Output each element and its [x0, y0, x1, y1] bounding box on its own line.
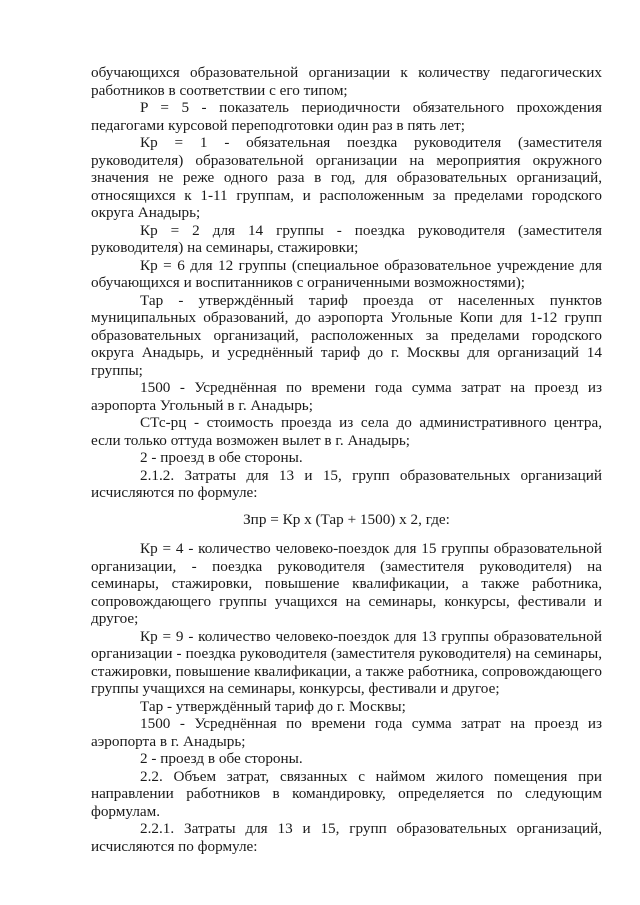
paragraph-kr-9: Кр = 9 - количество человеко-поездок для 13 группы образовательной организации - поездка руководителя (заместителя руководителя) на семинары, стажировки, повышение квалификации, а также работника, сопровождающего группы учащихся на семинары, конкурсы, фестивали и другое; — [91, 627, 602, 697]
paragraph-kr-6: Кр = 6 для 12 группы (специальное образовательное учреждение для обучающихся и воспитанников с ограниченными возможностями); — [91, 256, 602, 291]
paragraph-1500-anadyr: 1500 - Усреднённая по времени года сумма затрат на проезд из аэропорта в г. Анадырь; — [91, 715, 602, 750]
paragraph-kr-2: Кр = 2 для 14 группы - поездка руководителя (заместителя руководителя) на семинары, стажировки; — [91, 221, 602, 256]
formula-zpr: Зпр = Кр х (Тар + 1500) х 2, где: — [243, 510, 450, 528]
paragraph-both-ways: 2 - проезд в обе стороны. — [140, 449, 303, 466]
paragraph-both-ways-2: 2 - проезд в обе стороны. — [140, 750, 303, 767]
paragraph-tar: Тар - утверждённый тариф проезда от населенных пунктов муниципальных образований, до аэропорта Угольные Копи для 1-12 групп образовательных организаций, расположенных за пределами городского округа Анадырь, и усреднённый тариф до г. Москвы для организаций 14 группы; — [91, 291, 602, 379]
paragraph-stsrc: СТс-рц - стоимость проезда из села до административного центра, если только оттуда возможен вылет в г. Анадырь; — [91, 414, 602, 449]
paragraph-section-2-2: 2.2. Объем затрат, связанных с наймом жилого помещения при направлении работников в командировку, определяется по следующим формулам. — [91, 767, 602, 820]
paragraph-1500-airport: 1500 - Усреднённая по времени года сумма затрат на проезд из аэропорта Угольный в г. Анадырь; — [91, 379, 602, 414]
paragraph-section-2-1-2: 2.1.2. Затраты для 13 и 15, групп образовательных организаций исчисляются по формуле: — [91, 466, 602, 501]
paragraph-kr-4: Кр = 4 - количество человеко-поездок для 15 группы образовательной организации, - поездка руководителя (заместителя руководителя) на семинары, стажировки, повышение квалификации, а также работника, сопровождающего группы учащихся на семинары, конкурсы, фестивали и другое; — [91, 540, 602, 627]
document-page — [91, 64, 602, 855]
paragraph-kr-1: Кр = 1 - обязательная поездка руководителя (заместителя руководителя) образовательной организации на мероприятия окружного значения не реже одного раза в год, для образовательных организаций, относящихся к 1-11 группам, и расположенным за пределами городского округа Анадырь; — [91, 134, 602, 221]
paragraph-p-periodicity: P = 5 - показатель периодичности обязательного прохождения педагогами курсовой переподготовки один раз в пять лет; — [91, 99, 602, 134]
paragraph-tar-moscow: Тар - утверждённый тариф до г. Москвы; — [140, 697, 406, 715]
paragraph-section-2-2-1: 2.2.1. Затраты для 13 и 15, групп образовательных организаций, исчисляются по формуле: — [91, 820, 602, 855]
paragraph-students-ratio: обучающихся образовательной организации к количеству педагогических работников в соответствии с его типом; — [91, 64, 602, 99]
